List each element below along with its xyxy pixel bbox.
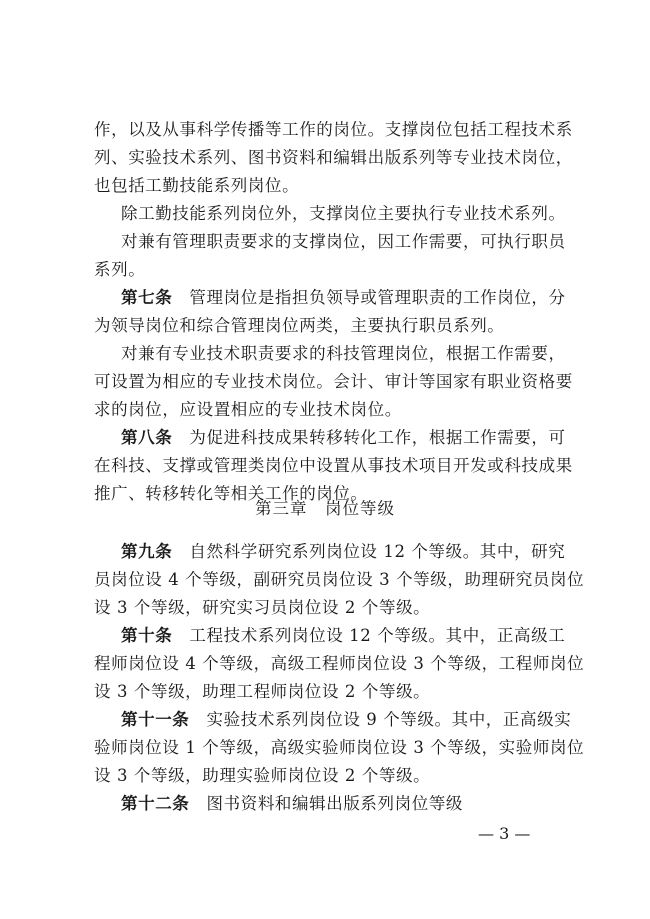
- paragraph-line: 程师岗位设 4 个等级，高级工程师岗位设 3 个等级，工程师岗位: [94, 654, 585, 673]
- paragraph-line: 也包括工勤技能系列岗位。: [94, 176, 300, 195]
- article-line: [121, 287, 566, 309]
- paragraph-line: 求的岗位，应设置相应的专业技术岗位。: [94, 400, 402, 419]
- article-text: 自然科学研究系列岗位设 12 个等级。其中，研究: [189, 542, 566, 561]
- article-text: 图书资料和编辑出版系列岗位等级: [206, 794, 464, 813]
- article-text: 实验技术系列岗位设 9 个等级。其中，正高级实: [206, 710, 572, 729]
- paragraph-line: 设 3 个等级，助理工程师岗位设 2 个等级。: [94, 682, 431, 701]
- article-label: 第十条: [121, 626, 173, 645]
- paragraph-line: 除工勤技能系列岗位外，支撑岗位主要执行专业技术系列。: [121, 204, 566, 223]
- paragraph-line: 设 3 个等级，助理实验师岗位设 2 个等级。: [94, 766, 431, 785]
- article-text: 管理岗位是指担负领导或管理职责的工作岗位，分: [189, 288, 566, 307]
- article-line: [121, 709, 571, 731]
- article-line: [121, 793, 463, 815]
- article-line: [121, 625, 565, 647]
- paragraph-line: 对兼有专业技术职责要求的科技管理岗位，根据工作需要，: [121, 344, 566, 363]
- paragraph-line: 对兼有管理职责要求的支撑岗位，因工作需要，可执行职员: [121, 232, 566, 251]
- paragraph-line: 设 3 个等级，研究实习员岗位设 2 个等级。: [94, 598, 431, 617]
- paragraph-line: 员岗位设 4 个等级，副研究员岗位设 3 个等级，助理研究员岗位: [94, 570, 585, 589]
- article-label: 第七条: [121, 288, 173, 307]
- article-line: [121, 541, 565, 563]
- page-number: — 3 —: [478, 824, 531, 843]
- paragraph-line: 推广、转移转化等相关工作的岗位。: [94, 484, 368, 503]
- paragraph-line: 可设置为相应的专业技术岗位。会计、审计等国家有职业资格要: [94, 372, 573, 391]
- paragraph-line: 系列。: [94, 260, 146, 279]
- paragraph-line: 作，以及从事科学传播等工作的岗位。支撑岗位包括工程技术系: [94, 120, 573, 139]
- article-text: 工程技术系列岗位设 12 个等级。其中，正高级工: [189, 626, 566, 645]
- article-label: 第十一条: [121, 710, 190, 729]
- article-label: 第八条: [121, 428, 173, 447]
- paragraph-line: 为领导岗位和综合管理岗位两类，主要执行职员系列。: [94, 316, 505, 335]
- paragraph-line: 在科技、支撑或管理类岗位中设置从事技术项目开发或科技成果: [94, 456, 573, 475]
- article-line: [121, 427, 566, 449]
- article-label: 第十二条: [121, 794, 190, 813]
- paragraph-line: 验师岗位设 1 个等级，高级实验师岗位设 3 个等级，实验师岗位: [94, 738, 585, 757]
- chapter-heading: 第三章 岗位等级: [255, 499, 395, 518]
- article-label: 第九条: [121, 542, 173, 561]
- article-text: 为促进科技成果转移转化工作，根据工作需要，可: [189, 428, 566, 447]
- paragraph-line: 列、实验技术系列、图书资料和编辑出版系列等专业技术岗位，: [94, 148, 573, 167]
